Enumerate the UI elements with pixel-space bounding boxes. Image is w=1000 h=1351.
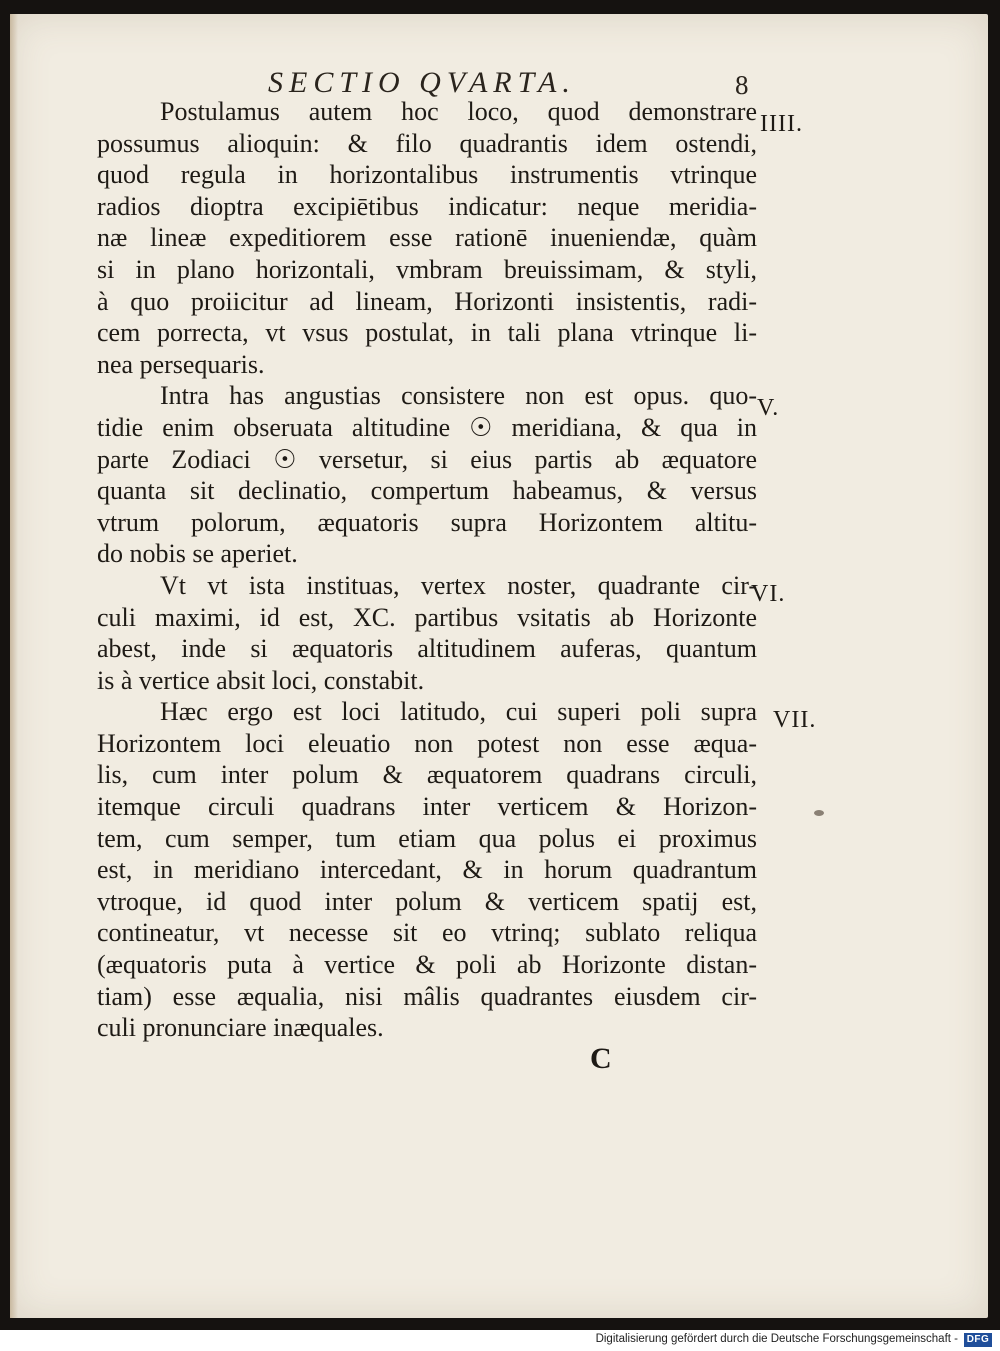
margin-note-7: VII.: [773, 707, 817, 733]
text-line: cem porrecta, vt vsus postulat, in tali plana vtrinque li-: [97, 318, 757, 348]
text-line: si in plano horizontali, vmbram breuissimam, & styli,: [97, 254, 757, 284]
text-line: Vt vt ista instituas, vertex noster, quadrante cir-: [160, 570, 757, 600]
paragraph: [97, 696, 757, 1044]
text-line: do nobis se aperiet.: [97, 539, 298, 569]
text-line: culi maximi, id est, XC. partibus vsitatis ab Horizonte: [97, 602, 757, 632]
paragraph: [97, 380, 757, 570]
text-line: abest, inde si æquatoris altitudinem auferas, quantum: [97, 634, 757, 664]
text-line: Intra has angustias consistere non est opus. quo-: [160, 381, 757, 411]
page-number: 8: [735, 70, 749, 100]
text-line: vtroque, id quod inter polum & verticem spatij est,: [97, 886, 757, 916]
ink-spot: [814, 810, 824, 816]
text-line: tiam) esse æqualia, nisi mâlis quadrantes eiusdem cir-: [97, 981, 757, 1011]
text-line: contineatur, vt necesse sit eo vtrinq; sublato reliqua: [97, 918, 757, 948]
text-line: itemque circuli quadrans inter verticem & Horizon-: [97, 792, 757, 822]
text-line: tem, cum semper, tum etiam qua polus ei proximus: [97, 823, 757, 853]
paragraph: [97, 96, 757, 380]
text-line: Postulamus autem hoc loco, quod demonstrare: [160, 97, 757, 126]
text-line: quanta sit declinatio, compertum habeamus, & versus: [97, 476, 757, 506]
text-line: Hæc ergo est loci latitudo, cui superi poli supra: [160, 697, 757, 727]
signature-mark: C: [590, 1042, 612, 1075]
text-line: tidie enim obseruata altitudine ☉ meridiana, & qua in: [97, 412, 757, 442]
footer-credit: Digitalisierung gefördert durch die Deutsche Forschungsgemeinschaft -: [595, 1333, 958, 1345]
text-line: culi pronunciare inæquales.: [97, 1013, 384, 1043]
text-line: Horizontem loci eleuatio non potest non esse æqua-: [97, 728, 757, 758]
text-line: vtrum polorum, æquatoris supra Horizontem altitu-: [97, 507, 757, 537]
text-line: possumus alioquin: & filo quadrantis idem ostendi,: [97, 128, 757, 158]
text-line: radios dioptra excipiētibus indicatur: neque meridia-: [97, 191, 757, 221]
text-line: quod regula in horizontalibus instrumentis vtrinque: [97, 160, 757, 190]
text-line: à quo proiicitur ad lineam, Horizonti insistentis, radi-: [97, 286, 757, 316]
margin-note-6: VI.: [751, 581, 786, 607]
text-line: lis, cum inter polum & æquatorem quadrans circuli,: [97, 760, 757, 790]
text-line: is à vertice absit loci, constabit.: [97, 665, 425, 695]
margin-note-5: V.: [757, 395, 780, 421]
body-text: [97, 96, 757, 1044]
text-line: nea persequaris.: [97, 349, 265, 379]
paragraph: [97, 570, 757, 696]
text-line: est, in meridiano intercedant, & in horum quadrantum: [97, 855, 757, 885]
running-head: SECTIO QVARTA.: [268, 66, 576, 99]
page-gutter-shadow: [10, 14, 18, 1318]
text-line: parte Zodiaci ☉ versetur, si eius partis ab æquatore: [97, 444, 757, 474]
text-line: næ lineæ expeditiorem esse rationē inueniendæ, quàm: [97, 223, 757, 253]
text-line: (æquatoris puta à vertice & poli ab Horizonte distan-: [97, 950, 757, 980]
margin-note-4: IIII.: [760, 111, 803, 137]
dfg-logo: DFG: [964, 1333, 992, 1347]
